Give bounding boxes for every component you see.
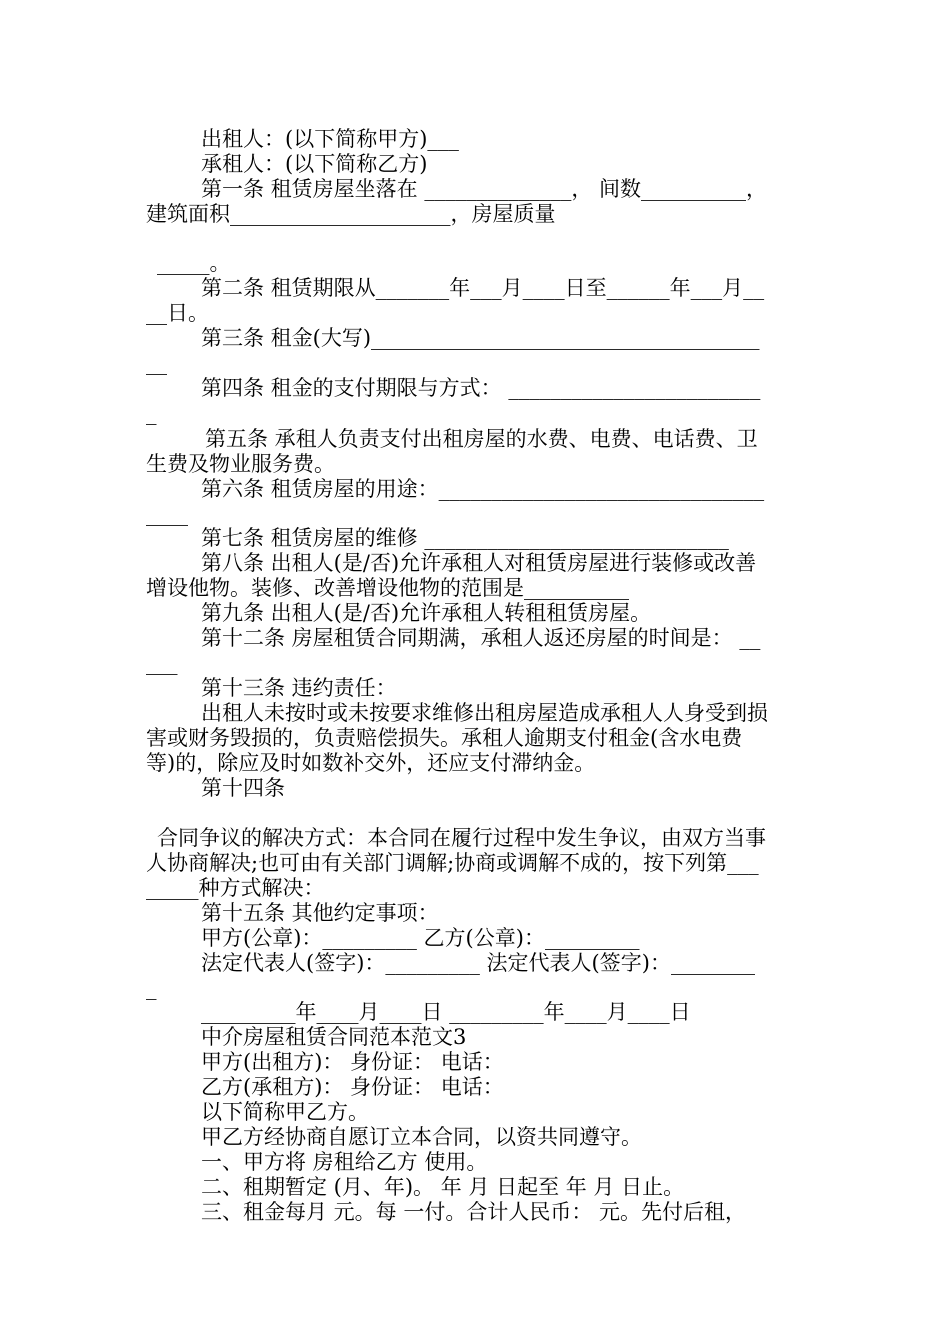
seal-line: 甲方(公章)：_________ 乙方(公章)：_________ (201, 926, 640, 950)
article-5-line-1: 第五条 承租人负责支付出租房屋的水费、电费、电话费、卫 (205, 427, 758, 451)
article-14-line-1: 合同争议的解决方式：本合同在履行过程中发生争议，由双方当事 (157, 826, 766, 850)
article-1-line-2: 建筑面积_____________________，房屋质量 (146, 202, 556, 226)
article-14-heading: 第十四条 (201, 776, 285, 800)
party-a-info: 甲方(出租方)： 身份证： 电话： (201, 1050, 504, 1074)
clause-1-line: 一、甲方将 房租给乙方 使用。 (201, 1150, 488, 1174)
article-3-line-1: 第三条 租金(大写)_____________________________________ (201, 326, 760, 350)
agreement-line: 甲乙方经协商自愿订立本合同，以资共同遵守。 (201, 1125, 642, 1149)
sample-3-title: 中介房屋租赁合同范本范文3 (201, 1025, 467, 1049)
abbreviation-line: 以下简称甲乙方。 (201, 1100, 369, 1124)
article-1-line-1: 第一条 租赁房屋坐落在 ______________， 间数__________， (201, 177, 768, 201)
article-8-line-1: 第八条 出租人(是/否)允许承租人对租赁房屋进行装修或改善 (201, 551, 757, 575)
article-4-line-1: 第四条 租金的支付期限与方式： ________________________ (201, 376, 761, 400)
article-14-line-2: 人协商解决;也可由有关部门调解;协商或调解不成的，按下列第___ (146, 851, 759, 875)
article-13-heading: 第十三条 违约责任： (201, 676, 397, 700)
article-12-line-1: 第十二条 房屋租赁合同期满，承租人返还房屋的时间是： __ (201, 626, 761, 650)
article-13-line-1: 出租人未按时或未按要求维修出租房屋造成承租人人身受到损 (201, 701, 768, 725)
article-2-line-2: __日。 (146, 301, 209, 325)
article-5-line-2: 生费及物业服务费。 (146, 452, 335, 476)
article-8-line-2: 增设他物。装修、改善增设他物的范围是__________ (146, 576, 629, 600)
article-12-line-2: ___ (146, 651, 178, 675)
representative-line-2: _ (146, 976, 157, 1000)
article-1-line-3: _____。 (157, 251, 231, 275)
article-4-line-2: _ (146, 401, 157, 425)
article-7-line: 第七条 租赁房屋的维修 _____________________________ (201, 526, 729, 550)
article-6-line-2: ____ (146, 502, 188, 526)
article-13-line-3: 等)的，除应及时如数补交外，还应支付滞纳金。 (146, 751, 596, 775)
article-3-line-2: __ (146, 351, 167, 375)
representative-line-1: 法定代表人(签字)：_________ 法定代表人(签字)：________ (201, 951, 755, 975)
article-2-line-1: 第二条 租赁期限从_______年___月____日至______年___月__ (201, 276, 765, 300)
article-6-line-1: 第六条 租赁房屋的用途：_______________________________ (201, 477, 765, 501)
party-b-info: 乙方(承租方)： 身份证： 电话： (201, 1075, 504, 1099)
article-9-line: 第九条 出租人(是/否)允许承租人转租租赁房屋。 (201, 601, 652, 625)
clause-2-line: 二、租期暂定 (月、年)。 年 月 日起至 年 月 日止。 (201, 1175, 685, 1199)
clause-3-line: 三、租金每月 元。每 一付。合计人民币： 元。先付后租， (201, 1200, 747, 1224)
lessee-line: 承租人：(以下简称乙方) (201, 152, 428, 176)
article-14-line-3: _____种方式解决： (146, 876, 325, 900)
article-15-heading: 第十五条 其他约定事项： (201, 901, 439, 925)
article-13-line-2: 害或财务毁损的，负责赔偿损失。承租人逾期支付租金(含水电费 (146, 726, 743, 750)
date-line: _________年____月____日 _________年____月____日 (201, 1000, 691, 1024)
lessor-line: 出租人：(以下简称甲方)___ (201, 127, 459, 151)
